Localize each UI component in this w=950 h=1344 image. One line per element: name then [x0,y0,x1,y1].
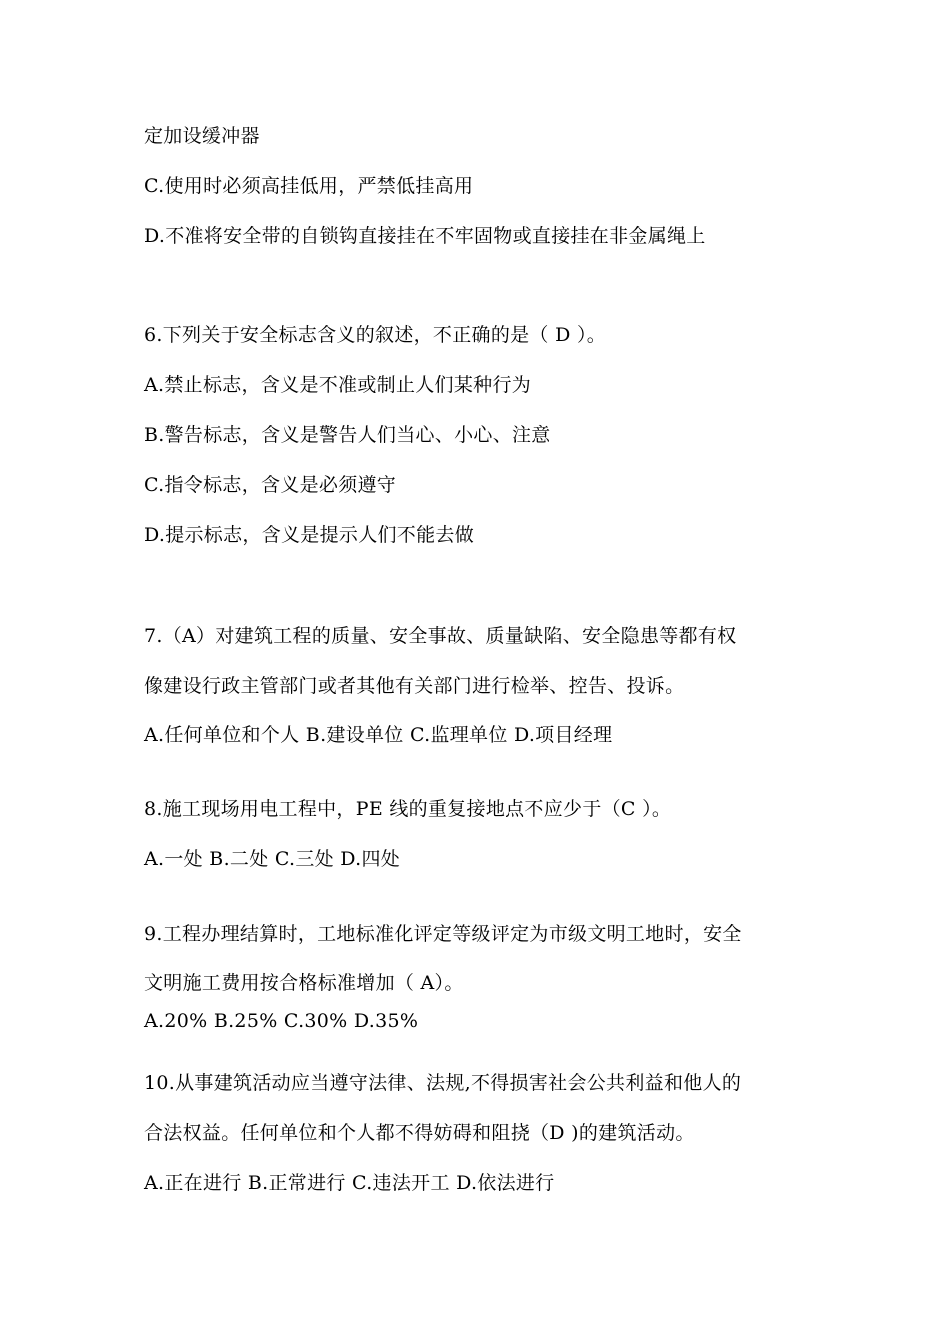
question-6-option-d: D.提示标志，含义是提示人们不能去做 [144,524,474,546]
question-8-options: A.一处 B.二处 C.三处 D.四处 [144,848,401,870]
question-9-stem-line-1: 9.工程办理结算时，工地标准化评定等级评定为市级文明工地时，安全 [144,923,742,945]
question-10-stem-line-2: 合法权益。任何单位和个人都不得妨碍和阻挠（D )的建筑活动。 [144,1122,695,1144]
question-7-stem-line-1: 7.（A）对建筑工程的质量、安全事故、质量缺陷、安全隐患等都有权 [144,625,737,647]
question-6-option-b: B.警告标志，含义是警告人们当心、小心、注意 [144,424,551,446]
question-10-stem-line-1: 10.从事建筑活动应当遵守法律、法规,不得损害社会公共利益和他人的 [144,1072,742,1094]
question-10-options: A.正在进行 B.正常进行 C.违法开工 D.依法进行 [144,1172,555,1194]
question-5-option-d: D.不准将安全带的自锁钩直接挂在不牢固物或直接挂在非金属绳上 [144,225,706,247]
question-9-options: A.20% B.25% C.30% D.35% [144,1010,419,1032]
question-8-stem: 8.施工现场用电工程中，PE 线的重复接地点不应少于（C ）。 [144,798,672,820]
question-5-option-c: C.使用时必须高挂低用，严禁低挂高用 [144,175,474,197]
question-6-option-c: C.指令标志，含义是必须遵守 [144,474,397,496]
question-7-options: A.任何单位和个人 B.建设单位 C.监理单位 D.项目经理 [144,724,613,746]
question-6-option-a: A.禁止标志，含义是不准或制止人们某种行为 [144,374,532,396]
option-continuation-line: 定加设缓冲器 [144,125,260,147]
question-6-stem: 6.下列关于安全标志含义的叙述，不正确的是（ D ）。 [144,324,607,346]
question-9-stem-line-2: 文明施工费用按合格标准增加（ A）。 [144,972,464,994]
question-7-stem-line-2: 像建设行政主管部门或者其他有关部门进行检举、控告、投诉。 [144,675,685,697]
